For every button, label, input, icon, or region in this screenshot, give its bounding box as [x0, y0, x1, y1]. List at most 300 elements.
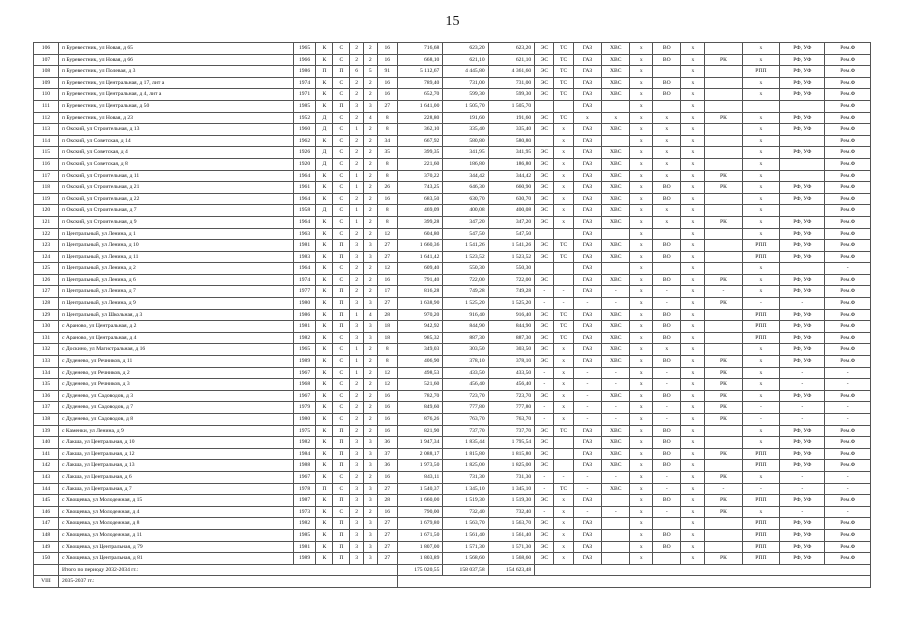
cell-cold-water [602, 518, 630, 530]
section-label: 2035-2037 гг.: [58, 576, 397, 588]
cell-address: п Буревестник, ул Центральная, д 17, лит а [58, 77, 293, 89]
cell-area-living: 749,28 [443, 286, 488, 298]
cell-repair-fund: Рем.Ф [825, 309, 871, 321]
cell-floor-type: С [333, 356, 350, 368]
cell-gas: ГАЗ [573, 89, 601, 101]
cell-floors-max: 2 [363, 124, 377, 136]
cell-roof: х [681, 158, 705, 170]
table-row [34, 274, 871, 286]
cell-repair-fund: Рем.Ф [825, 89, 871, 101]
cell-area-residential: 344,42 [488, 170, 535, 182]
cell-wall-material: К [316, 54, 333, 66]
cell-basement [742, 100, 779, 112]
cell-heating: х [554, 158, 573, 170]
cell-year-built: 1962 [293, 135, 316, 147]
cell-repair-fund: Рем.Ф [825, 228, 871, 240]
cell-electricity [535, 263, 554, 275]
cell-gas: ГАЗ [573, 309, 601, 321]
cell-roof: х [681, 495, 705, 507]
cell-heating: ТС [554, 240, 573, 252]
cell-row-number: 118 [34, 182, 59, 194]
cell-area-living: 341,95 [443, 147, 488, 159]
cell-foundation-works: РФ, УФ [780, 518, 825, 530]
cell-facade: РК [705, 414, 742, 426]
cell-repair-fund: - [825, 471, 871, 483]
cell-floor-type: П [333, 437, 350, 449]
cell-area-residential: 378,10 [488, 356, 535, 368]
cell-gas: - [573, 471, 601, 483]
cell-electricity: ЭС [535, 170, 554, 182]
cell-year-built: 1984 [293, 448, 316, 460]
cell-year-built: 1977 [293, 286, 316, 298]
cell-area-total: 789,40 [398, 77, 443, 89]
cell-gas: ГАЗ [573, 460, 601, 472]
cell-basement: х [742, 43, 779, 55]
cell-electricity: ЭС [535, 274, 554, 286]
cell-electricity: ЭС [535, 147, 554, 159]
table-row [34, 240, 871, 252]
cell-floor-type: С [333, 402, 350, 414]
cell-year-built: 1982 [293, 332, 316, 344]
cell-electricity: ЭС [535, 390, 554, 402]
cell-area-living: 335,40 [443, 124, 488, 136]
cell-address: п Окский, ул Строительная, д 9 [58, 216, 293, 228]
cell-basement: х [742, 390, 779, 402]
cell-row-number: 127 [34, 286, 59, 298]
cell-wall-material: К [316, 414, 333, 426]
cell-hot-water: х [630, 390, 653, 402]
cell-foundation-works: - [780, 483, 825, 495]
table-row [34, 495, 871, 507]
cell-area-residential: 763,70 [488, 414, 535, 426]
cell-gas: ГАЗ [573, 274, 601, 286]
cell-floors-min: 2 [350, 77, 364, 89]
cell-area-total: 228,80 [398, 112, 443, 124]
cell-gas: - [573, 402, 601, 414]
cell-apartments: 16 [377, 471, 397, 483]
cell-floors-min: 2 [350, 158, 364, 170]
cell-address: с Дуденево, ул Садоводов, д 3 [58, 390, 293, 402]
cell-gas: ГАЗ [573, 437, 601, 449]
cell-row-number: 143 [34, 471, 59, 483]
cell-apartments: 16 [377, 390, 397, 402]
cell-area-living: 916,40 [443, 309, 488, 321]
cell-foundation-works: РФ, УФ [780, 112, 825, 124]
table-row [34, 89, 871, 101]
cell-area-total: 1 807,00 [398, 541, 443, 553]
cell-basement: РПП [742, 309, 779, 321]
cell-row-number: 122 [34, 228, 59, 240]
cell-area-residential: 191,60 [488, 112, 535, 124]
cell-cold-water: ХВС [602, 460, 630, 472]
cell-floors-min: 1 [350, 170, 364, 182]
cell-apartments: 36 [377, 460, 397, 472]
cell-area-living: 1 561,40 [443, 529, 488, 541]
cell-facade [705, 77, 742, 89]
cell-row-number: 124 [34, 251, 59, 263]
cell-basement: РПП [742, 518, 779, 530]
cell-facade [705, 124, 742, 136]
cell-area-total: 406,90 [398, 356, 443, 368]
cell-gas: ГАЗ [573, 263, 601, 275]
cell-area-living: 1 345,10 [443, 483, 488, 495]
cell-repair-fund: Рем.Ф [825, 495, 871, 507]
cell-area-living: 599,30 [443, 89, 488, 101]
cell-roof: х [681, 263, 705, 275]
table-row [34, 193, 871, 205]
cell-apartments: 18 [377, 332, 397, 344]
cell-hot-water: х [630, 286, 653, 298]
cell-wall-material: К [316, 553, 333, 565]
cell-foundation-works: РФ, УФ [780, 344, 825, 356]
cell-foundation-works: РФ, УФ [780, 309, 825, 321]
cell-area-residential: 621,10 [488, 54, 535, 66]
cell-heating: х [554, 518, 573, 530]
cell-row-number: 131 [34, 332, 59, 344]
cell-apartments: 8 [377, 356, 397, 368]
cell-area-living: 1 519,30 [443, 495, 488, 507]
cell-apartments: 8 [377, 170, 397, 182]
cell-foundation-works: - [780, 298, 825, 310]
cell-floors-min: 1 [350, 216, 364, 228]
cell-heating: х [554, 553, 573, 565]
cell-area-residential: 599,30 [488, 89, 535, 101]
cell-drainage: ВО [653, 495, 681, 507]
cell-floors-min: 1 [350, 309, 364, 321]
table-row [34, 158, 871, 170]
cell-area-living: 580,80 [443, 135, 488, 147]
cell-gas: ГАЗ [573, 182, 601, 194]
cell-drainage: ВО [653, 321, 681, 333]
cell-heating: х [554, 205, 573, 217]
cell-floor-type: П [333, 518, 350, 530]
cell-roof: х [681, 379, 705, 391]
cell-hot-water: х [630, 170, 653, 182]
cell-row-number: 112 [34, 112, 59, 124]
cell-electricity: - [535, 483, 554, 495]
cell-area-living: 731,00 [443, 77, 488, 89]
cell-basement: РПП [742, 529, 779, 541]
cell-roof: х [681, 89, 705, 101]
cell-floor-type: С [333, 228, 350, 240]
cell-floors-max: 3 [363, 460, 377, 472]
cell-floors-max: 3 [363, 437, 377, 449]
cell-wall-material: К [316, 100, 333, 112]
cell-gas: ГАЗ [573, 518, 601, 530]
cell-cold-water: ХВС [602, 66, 630, 78]
cell-roof: х [681, 54, 705, 66]
cell-wall-material: К [316, 251, 333, 263]
cell-year-built: 1920 [293, 158, 316, 170]
cell-hot-water: х [630, 321, 653, 333]
cell-hot-water: х [630, 553, 653, 565]
cell-gas: ГАЗ [573, 251, 601, 263]
cell-floor-type: П [333, 553, 350, 565]
table-row [34, 124, 871, 136]
cell-drainage: - [653, 483, 681, 495]
cell-drainage [653, 553, 681, 565]
cell-floor-type: П [333, 309, 350, 321]
cell-heating: ТС [554, 112, 573, 124]
cell-floor-type: С [333, 112, 350, 124]
cell-area-residential: 1 795,54 [488, 437, 535, 449]
cell-floors-min: 1 [350, 205, 364, 217]
cell-cold-water [602, 541, 630, 553]
cell-floors-max: 4 [363, 309, 377, 321]
cell-area-living: 344,42 [443, 170, 488, 182]
cell-basement: х [742, 506, 779, 518]
cell-cold-water [602, 263, 630, 275]
cell-roof: х [681, 367, 705, 379]
cell-drainage: - [653, 506, 681, 518]
cell-row-number: 139 [34, 425, 59, 437]
cell-wall-material: К [316, 367, 333, 379]
cell-area-living: 844,90 [443, 321, 488, 333]
cell-drainage [653, 100, 681, 112]
cell-address: п Окский, ул Советская, д 4 [58, 147, 293, 159]
cell-heating: х [554, 529, 573, 541]
cell-area-total: 985,32 [398, 332, 443, 344]
cell-cold-water: ХВС [602, 251, 630, 263]
cell-cold-water [602, 495, 630, 507]
cell-hot-water: х [630, 43, 653, 55]
cell-heating [554, 100, 573, 112]
cell-drainage: - [653, 414, 681, 426]
cell-floors-max: 3 [363, 298, 377, 310]
cell-hot-water: х [630, 77, 653, 89]
cell-drainage: ВО [653, 274, 681, 286]
cell-cold-water: ХВС [602, 448, 630, 460]
cell-floor-type: С [333, 135, 350, 147]
cell-facade: РК [705, 367, 742, 379]
cell-floors-min: 1 [350, 124, 364, 136]
cell-electricity: ЭС [535, 193, 554, 205]
cell-floors-min: 3 [350, 529, 364, 541]
cell-heating: ТС [554, 332, 573, 344]
cell-basement: х [742, 112, 779, 124]
cell-apartments: 27 [377, 100, 397, 112]
cell-foundation-works: - [780, 402, 825, 414]
cell-floors-min: 1 [350, 356, 364, 368]
cell-heating: х [554, 135, 573, 147]
cell-foundation-works: РФ, УФ [780, 495, 825, 507]
cell-gas: ГАЗ [573, 205, 601, 217]
cell-floor-type: П [333, 321, 350, 333]
cell-wall-material: К [316, 425, 333, 437]
cell-heating: х [554, 147, 573, 159]
cell-basement: х [742, 77, 779, 89]
cell-electricity: ЭС [535, 437, 554, 449]
cell-area-residential: 1 571,30 [488, 541, 535, 553]
cell-area-total: 1 540,37 [398, 483, 443, 495]
cell-floors-min: 3 [350, 321, 364, 333]
cell-drainage: ВО [653, 356, 681, 368]
cell-wall-material: К [316, 402, 333, 414]
cell-roof: х [681, 356, 705, 368]
cell-drainage: ВО [653, 437, 681, 449]
cell-drainage: х [653, 344, 681, 356]
cell-basement: х [742, 216, 779, 228]
cell-basement: РПП [742, 240, 779, 252]
cell-heating: ТС [554, 309, 573, 321]
cell-floors-max: 2 [363, 77, 377, 89]
cell-floors-max: 2 [363, 135, 377, 147]
cell-facade [705, 425, 742, 437]
cell-wall-material: К [316, 356, 333, 368]
cell-foundation-works: - [780, 414, 825, 426]
cell-roof: х [681, 518, 705, 530]
cell-gas: - [573, 298, 601, 310]
cell-repair-fund: Рем.Ф [825, 182, 871, 194]
cell-wall-material: К [316, 170, 333, 182]
cell-wall-material: К [316, 89, 333, 101]
cell-wall-material: К [316, 471, 333, 483]
cell-row-number: 119 [34, 193, 59, 205]
cell-address: п Буревестник, ул Полевая, д 3 [58, 66, 293, 78]
cell-row-number: 133 [34, 356, 59, 368]
cell-repair-fund: Рем.Ф [825, 425, 871, 437]
cell-floor-type: С [333, 124, 350, 136]
cell-cold-water: ХВС [602, 309, 630, 321]
cell-address: п Окский, ул Строительная, д 21 [58, 182, 293, 194]
cell-row-number: 126 [34, 274, 59, 286]
cell-area-living: 1 523,52 [443, 251, 488, 263]
cell-wall-material: К [316, 228, 333, 240]
cell-electricity: ЭС [535, 448, 554, 460]
cell-roof: х [681, 448, 705, 460]
cell-heating: - [554, 298, 573, 310]
cell-facade [705, 460, 742, 472]
cell-row-number: 125 [34, 263, 59, 275]
cell-heating: ТС [554, 43, 573, 55]
section-rest-cell [398, 576, 871, 588]
cell-floor-type: С [333, 43, 350, 55]
cell-area-living: 1 815,80 [443, 448, 488, 460]
cell-area-total: 521,60 [398, 379, 443, 391]
cell-year-built: 1974 [293, 77, 316, 89]
cell-apartments: 8 [377, 216, 397, 228]
cell-foundation-works [780, 205, 825, 217]
cell-roof: х [681, 471, 705, 483]
cell-wall-material: К [316, 332, 333, 344]
cell-hot-water: х [630, 332, 653, 344]
cell-facade [705, 135, 742, 147]
cell-area-living: 1 571,30 [443, 541, 488, 553]
cell-repair-fund: Рем.Ф [825, 112, 871, 124]
cell-cold-water: ХВС [602, 216, 630, 228]
cell-basement: х [742, 425, 779, 437]
cell-wall-material: Д [316, 205, 333, 217]
table-row [34, 263, 871, 275]
cell-facade [705, 228, 742, 240]
cell-area-total: 716,68 [398, 43, 443, 55]
cell-apartments: 16 [377, 43, 397, 55]
cell-floor-type: П [333, 100, 350, 112]
cell-facade [705, 309, 742, 321]
cell-roof: х [681, 402, 705, 414]
cell-year-built: 1963 [293, 228, 316, 240]
cell-cold-water: х [602, 112, 630, 124]
cell-hot-water: х [630, 251, 653, 263]
table-row [34, 170, 871, 182]
cell-basement: РПП [742, 448, 779, 460]
cell-cold-water [602, 135, 630, 147]
cell-electricity: ЭС [535, 332, 554, 344]
cell-area-total: 876,26 [398, 414, 443, 426]
cell-drainage: - [653, 379, 681, 391]
cell-repair-fund: Рем.Ф [825, 240, 871, 252]
cell-floor-type: С [333, 483, 350, 495]
cell-address: п Буревестник, ул Новая, д 65 [58, 43, 293, 55]
cell-apartments: 28 [377, 309, 397, 321]
cell-facade [705, 43, 742, 55]
cell-floor-type: П [333, 251, 350, 263]
cell-row-number: 123 [34, 240, 59, 252]
cell-electricity: ЭС [535, 541, 554, 553]
table-body [34, 43, 871, 588]
table-row [34, 77, 871, 89]
cell-heating: х [554, 390, 573, 402]
cell-area-living: 1 563,70 [443, 518, 488, 530]
cell-hot-water: х [630, 228, 653, 240]
cell-heating: х [554, 216, 573, 228]
cell-foundation-works: РФ, УФ [780, 240, 825, 252]
cell-wall-material: Д [316, 147, 333, 159]
cell-address: п Окский, ул Строительная, д 13 [58, 124, 293, 136]
cell-floor-type: С [333, 506, 350, 518]
cell-electricity: ЭС [535, 124, 554, 136]
cell-row-number: 145 [34, 495, 59, 507]
cell-area-total: 791,40 [398, 274, 443, 286]
cell-row-number: 142 [34, 460, 59, 472]
cell-roof: х [681, 298, 705, 310]
cell-heating: ТС [554, 483, 573, 495]
cell-floor-type: С [333, 54, 350, 66]
cell-drainage: ВО [653, 448, 681, 460]
cell-basement: х [742, 437, 779, 449]
cell-repair-fund: Рем.Ф [825, 135, 871, 147]
cell-floors-min: 3 [350, 553, 364, 565]
cell-drainage [653, 228, 681, 240]
cell-area-residential: 916,40 [488, 309, 535, 321]
cell-cold-water: ХВС [602, 344, 630, 356]
cell-area-total: 362,10 [398, 124, 443, 136]
cell-basement: х [742, 263, 779, 275]
cell-basement: - [742, 414, 779, 426]
cell-floor-type: П [333, 460, 350, 472]
cell-hot-water: х [630, 309, 653, 321]
cell-address: с Лакша, ул Центральная, д 13 [58, 460, 293, 472]
cell-facade: РК [705, 506, 742, 518]
cell-drainage: - [653, 286, 681, 298]
cell-foundation-works: РФ, УФ [780, 553, 825, 565]
cell-facade [705, 263, 742, 275]
cell-facade: РК [705, 182, 742, 194]
cell-roof: х [681, 437, 705, 449]
cell-area-living: 722,00 [443, 274, 488, 286]
cell-facade: РК [705, 402, 742, 414]
cell-foundation-works: РФ, УФ [780, 529, 825, 541]
cell-area-residential: 1 525,20 [488, 298, 535, 310]
cell-row-number: 134 [34, 367, 59, 379]
cell-row-number: 110 [34, 89, 59, 101]
cell-address: с Доскино, ул Магистральная, д 16 [58, 344, 293, 356]
cell-electricity: ЭС [535, 240, 554, 252]
cell-area-total: 1 660,00 [398, 495, 443, 507]
cell-row-number: 115 [34, 147, 59, 159]
cell-area-living: 347,20 [443, 216, 488, 228]
cell-facade: РК [705, 274, 742, 286]
